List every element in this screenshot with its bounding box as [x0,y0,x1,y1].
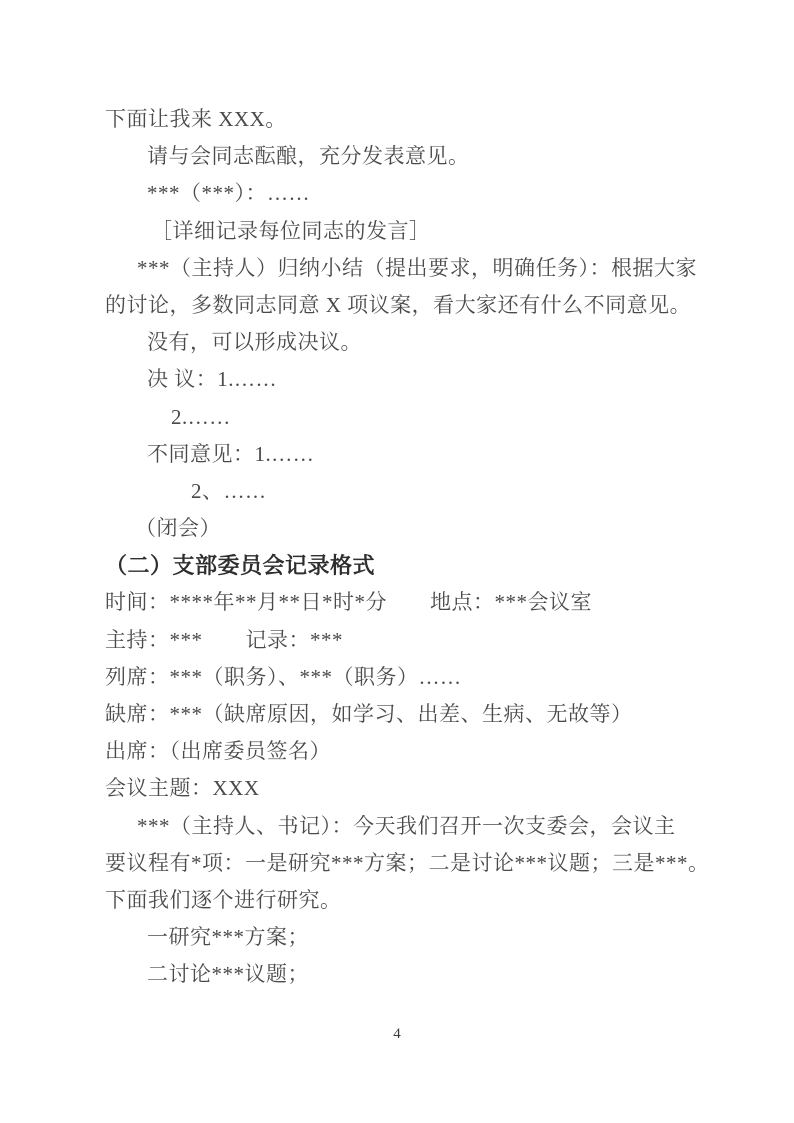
text-line: 没有，可以形成决议。 [147,330,362,355]
text-line: 不同意见：1.…… [147,441,315,466]
section-heading: （二）支部委员会记录格式 [105,553,376,579]
text-line: 时间：****年**月**日*时*分 地点：***会议室 [105,590,592,615]
text-line: 出席：（出席委员签名） [105,739,331,764]
text-line: 要议程有*项：一是研究***方案；二是讨论***议题；三是***。 [105,850,710,875]
text-line: 请与会同志酝酿，充分发表意见。 [147,144,470,169]
text-line: ***（主持人）归纳小结（提出要求，明确任务）：根据大家 [137,255,697,280]
text-line: 2、…… [191,478,267,503]
text-line: 二讨论***议题； [147,962,309,987]
text-line: 列席：***（职务）、***（职务）…… [105,664,462,689]
document-body [105,101,710,994]
page-number: 4 [393,1026,401,1042]
text-line: 决 议：1.…… [147,367,277,392]
text-line: 会议主题：XXX [105,776,260,801]
text-line: 下面让我来 XXX。 [105,107,287,131]
text-line: ［详细记录每位同志的发言］ [151,218,431,243]
text-line: 下面我们逐个进行研究。 [105,887,342,912]
text-line: 的讨论，多数同志同意 X 项议案，看大家还有什么不同意见。 [105,292,692,317]
text-line: ***（***）：…… [147,181,310,206]
text-line: 主持：*** 记录：*** [105,627,343,652]
text-line: 缺席：***（缺席原因，如学习、出差、生病、无故等） [105,702,633,726]
text-line: （闭会） [135,516,221,541]
text-line: ***（主持人、书记）：今天我们召开一次支委会，会议主 [137,813,676,838]
text-line: 一研究***方案； [147,925,309,950]
text-line: 2.…… [171,404,231,429]
